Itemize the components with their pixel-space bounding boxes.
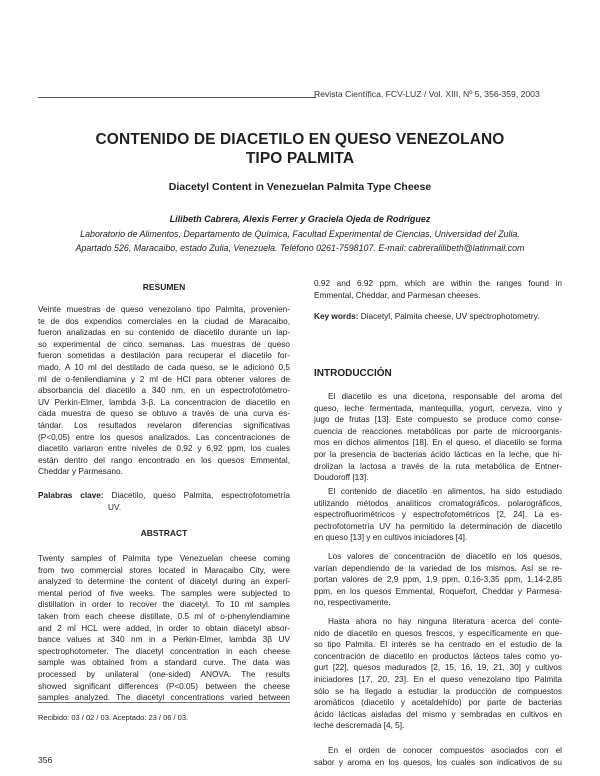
intro-p3-line: portan valores de 2,9 ppm, 1,9 ppm, 0,16-3,35 ppm, 1,14-2,85: [314, 575, 562, 585]
intro-p4-line: nido de diacetilo en quesos frescos, y específicamente en que-: [314, 628, 562, 638]
resumen-line: Cheddar y Parmesano.: [38, 467, 123, 477]
intro-p1-line: mos en dichos alimentos [18]. En el queso, el diacetilo se forma: [314, 438, 562, 448]
resumen-line: so experimental de cinco semanas. Las muestras de queso: [38, 339, 290, 349]
intro-paragraph-2: [314, 486, 562, 544]
intro-p2-line: El contenido de diacetilo en alimentos, ha sido estudiado: [328, 487, 562, 496]
palabras-clave-line-1: [38, 490, 290, 502]
intro-p3-line: no, respectivamente.: [314, 598, 391, 608]
intro-p1-line: por la presencia de bacterias ácido lácticas en la leche, que hi-: [314, 449, 562, 459]
intro-p2-line: utilizando métodos analíticos cromatográficos, polarográficos,: [314, 498, 562, 508]
intro-p4-line: iniciadores [17, 20, 23]. En el queso venezolano tipo Palmita: [314, 674, 562, 684]
intro-p1-line: jugo de frutas [13]. Este compuesto se produce como conse-: [314, 415, 562, 425]
abstract-continuation: [314, 278, 562, 301]
intro-p4-line: Hasta ahora no hay ninguna literatura acerca del conte-: [328, 617, 562, 626]
intro-p4-line: ácido lácticas aisladas del mismo y sembradas en cultivos en: [314, 709, 562, 719]
resumen-line: UV Perkin-Elmer, lambda 3-β. La concentracion de diacetilo en: [38, 397, 290, 407]
abstract-line: from two commercial stores located in Maracaibo City, were: [38, 565, 290, 575]
intro-p1-line: drolizan la lactosa a través de la ruta metabólica de Entner-: [314, 461, 562, 471]
received-accepted-dates: Recibido: 03 / 02 / 03. Aceptado: 23 / 06 / 03.: [38, 713, 189, 722]
resumen-line: mado. A 10 ml del destilado de cada queso, se le adicionó 0,5: [38, 362, 290, 372]
intro-paragraph-5: [314, 745, 562, 768]
intro-p4-line: so tipo Palmita. El interés se ha centrado en el estudio de la: [314, 640, 562, 650]
intro-p1-line: cuencia de reacciones metabólicas por parte de microorganis-: [314, 426, 562, 436]
introduccion-heading: INTRODUCCIÓN: [314, 368, 392, 379]
resumen-line: fueron sometidas a destilación para recuperar el diacetilo for-: [38, 351, 290, 361]
intro-p3-line: varían dependiendo de la variedad de los mismos. Así se re-: [314, 563, 562, 573]
abstract-line: analyzed to determine the content of diacetyl during an experi-: [38, 577, 290, 587]
abstract-body: [38, 553, 290, 704]
resumen-line: cada muestra de queso se obtuvo a través de una curva es-: [38, 409, 290, 419]
resumen-line: diacetilo variaron entre niveles de 0,92 y 6,92 ppm, los cuales: [38, 444, 290, 454]
resumen-line: tándar. Los resultados revelaron diferencias significativas: [38, 420, 290, 430]
intro-p4-line: gurt [22], quesos madurados [2, 15, 16, 19, 21, 30] y cultivos: [314, 663, 562, 673]
intro-p4-line: concentración de diacetilo en productos lácteos tales como yo-: [314, 651, 562, 661]
intro-paragraph-4: [314, 616, 562, 732]
intro-p2-line: pectrofotometría UV ha permitido la determinación de diacetilo: [314, 521, 562, 531]
intro-p1-line: Doudoroff [13].: [314, 473, 369, 483]
page-number: 356: [38, 755, 53, 765]
article-title-line-1: CONTENIDO DE DIACETILO EN QUESO VENEZOLANO: [95, 131, 505, 148]
header-rule: [38, 97, 316, 98]
intro-p5-line: sabor y aroma en los quesos, los cuales son indicativos de su: [314, 757, 562, 767]
resumen-line: te de dos expendios comerciales en la ciudad de Maracaibo,: [38, 316, 290, 326]
intro-p1-line: queso, leche fermentada, mantequilla, yogurt, cerveza, vino y: [314, 403, 562, 413]
resumen-line: están dentro del rango encontrado en los quesos Emmental,: [38, 455, 290, 465]
intro-p1-line: El diacetilo es una dicetona, responsable del aroma del: [328, 392, 562, 401]
intro-p5-line: En el orden de conocer compuestos asociados con el: [328, 746, 562, 755]
resumen-line: Veinte muestras de queso venezolano tipo Palmita, provenien-: [38, 305, 290, 314]
key-words-label: Key words:: [314, 312, 359, 321]
abstract-line: sample was obtained from a standard curve. The data was: [38, 658, 290, 668]
abstract-line: taken from each cheese distillate, 0.5 ml of o-phenylendiamine: [38, 611, 290, 621]
palabras-clave-text: Diacetilo, queso Palmita, espectrofotometría: [111, 491, 290, 500]
resumen-line: (P<0,05) entre los quesos analizados. Las concentraciones de: [38, 432, 290, 442]
abstract-line: processed by unilateral (one-sided) ANOVA. The results: [38, 669, 290, 679]
palabras-clave-line-2: UV.: [108, 502, 121, 512]
affiliation-line-1: Laboratorio de Alimentos, Departamento de Química, Facultad Experimental de Ciencias, Universidad del Zulia.: [80, 229, 520, 239]
article-title-line-2: TIPO PALMITA: [245, 150, 355, 167]
intro-paragraph-3: [314, 551, 562, 609]
key-words-line: [314, 311, 562, 323]
abstract-line: and 2 ml HCL were added, in order to obtain diacetyl absor-: [38, 623, 290, 633]
intro-paragraph-1: [314, 391, 562, 484]
resumen-line: ml de o-fenilendiamina y 2 ml de HCl para obtener valores de: [38, 374, 290, 384]
intro-p2-line: espectrofluorimétricos y espectrofotométricos [2, 24]. La es-: [314, 510, 562, 520]
abstract-heading: ABSTRACT: [140, 528, 188, 538]
english-subtitle: Diacetyl Content in Venezuelan Palmita Type Cheese: [168, 181, 432, 193]
resumen-heading: RESUMEN: [142, 282, 186, 292]
resumen-line: fueron analizadas en su contenido de diacetilo durante un lap-: [38, 328, 290, 338]
abstract-cont-line: 0.92 and 6.92 ppm, which are within the ranges found in: [314, 279, 562, 288]
journal-reference: Revista Científica, FCV-LUZ / Vol. XIII, Nº 5, 356-359, 2003: [314, 89, 540, 99]
key-words: [314, 311, 562, 323]
intro-p3-line: ppm, en los quesos Emmental, Roquefort, Cheddar y Parmesa-: [314, 586, 562, 596]
resumen-line: absorbancia del diacetilo a 340 nm, en un espectrofotómetro-: [38, 386, 290, 396]
footnote-rule: [38, 702, 290, 703]
affiliation-line-2: Apartado 526, Maracaibo, estado Zulia, Venezuela. Teléfono 0261-7598107. E-mail: cabreralilibeth@latinmail.com: [75, 243, 525, 253]
intro-p4-line: aromáticos (diacetilo y acetaldehído) por parte de bacterias: [314, 698, 562, 708]
intro-p4-line: sólo se ha llegado a estudiar la producción de compuestos: [314, 686, 562, 696]
intro-p4-line: leche descremada [4, 5].: [314, 721, 405, 731]
abstract-cont-line: Emmental, Cheddar, and Parmesan cheeses.: [314, 290, 481, 300]
abstract-line: showed significant differences (P<0.05) between the cheese: [38, 681, 290, 691]
abstract-line: samples analyzed. The diacetyl concentrations varied between: [38, 693, 290, 703]
resumen-body: [38, 304, 290, 478]
abstract-line: distillation in order to recover the diacetyl. To 10 ml samples: [38, 600, 290, 610]
key-words-text: Diacetyl, Palmita cheese, UV spectrophotometry.: [360, 312, 540, 321]
palabras-clave: [38, 490, 290, 513]
palabras-clave-label: Palabras clave:: [38, 491, 104, 500]
abstract-line: Twenty samples of Palmita type Venezuelan cheese coming: [38, 554, 290, 563]
abstract-line: spectrophotometer. The diacetyl concentration in each cheese: [38, 646, 290, 656]
abstract-line: bance values at 340 nm in a Perkin-Elmer, lambda 3β UV: [38, 635, 290, 645]
abstract-line: mental period of five weeks. The samples were subjected to: [38, 588, 290, 598]
intro-p3-line: Los valores de concentración de diacetilo en los quesos,: [328, 552, 562, 561]
authors: Lilibeth Cabrera, Alexis Ferrer y Graciela Ojeda de Rodríguez: [169, 214, 431, 224]
intro-p2-line: en queso [13] y en cultivos iniciadores [4].: [314, 533, 468, 543]
